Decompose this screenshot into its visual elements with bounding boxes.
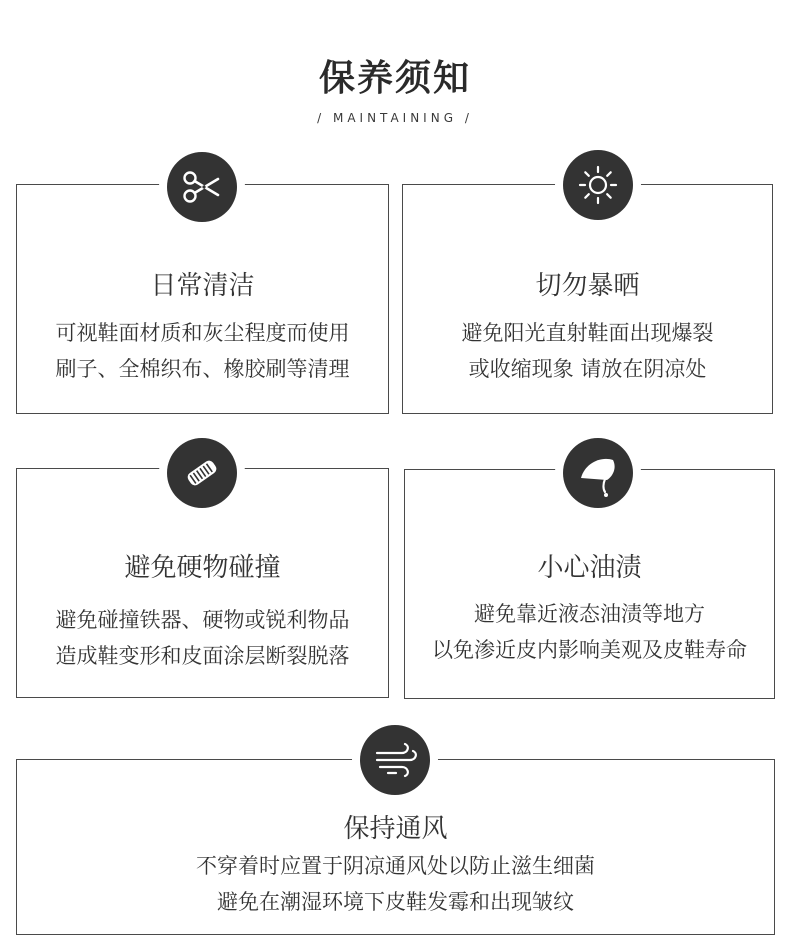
brush-icon — [167, 438, 237, 508]
card-title: 保持通风 — [343, 814, 448, 844]
card-text-line: 不穿着时应置于阴凉通风处以防止滋生细菌 — [196, 854, 595, 878]
card-text-line: 可视鞋面材质和灰尘程度而使用 — [55, 321, 350, 345]
card-text-line: 造成鞋变形和皮面涂层断裂脱落 — [55, 644, 350, 668]
card-title: 小心油渍 — [537, 553, 642, 583]
card-text-line: 刷子、全棉织布、橡胶刷等清理 — [55, 357, 350, 381]
card-title: 避免硬物碰撞 — [124, 553, 281, 583]
card-title: 日常清洁 — [150, 271, 255, 301]
scissors-icon — [167, 152, 237, 222]
oil-drop-icon — [563, 438, 633, 508]
wind-icon — [360, 725, 430, 795]
page-subtitle: / MAINTAINING / — [317, 111, 473, 125]
card-text-line: 避免阳光直射鞋面出现爆裂 — [461, 321, 714, 345]
card-text-line: 以免渗近皮内影响美观及皮鞋寿命 — [432, 638, 747, 662]
card-title: 切勿暴晒 — [535, 271, 640, 301]
page-title: 保养须知 — [318, 58, 471, 99]
card-text-line: 避免碰撞铁器、硬物或锐利物品 — [55, 608, 350, 632]
sun-icon — [563, 150, 633, 220]
card-text-line: 避免靠近液态油渍等地方 — [474, 602, 705, 626]
card-text-line: 避免在潮湿环境下皮鞋发霉和出现皱纹 — [217, 890, 574, 914]
card-text-line: 或收缩现象 请放在阴凉处 — [468, 357, 707, 381]
